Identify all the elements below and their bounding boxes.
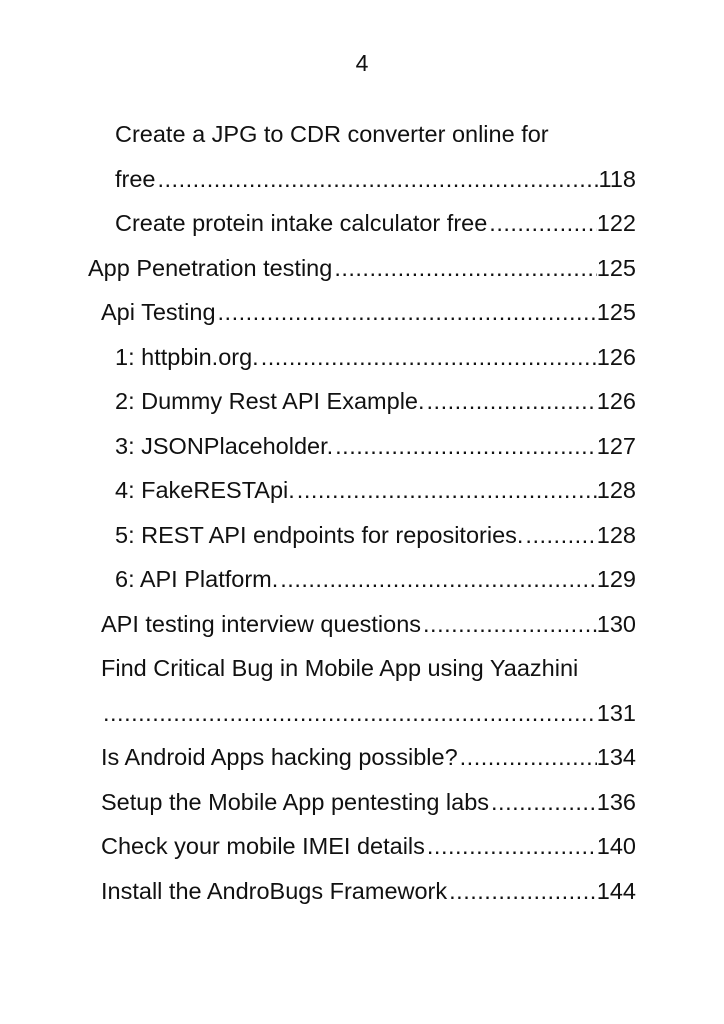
toc-leader-dots xyxy=(259,335,597,380)
toc-entry-title-continued: free xyxy=(115,165,156,192)
toc-leader-dots xyxy=(278,557,597,602)
toc-entry-line xyxy=(115,513,636,558)
toc-entry[interactable] xyxy=(101,602,636,647)
toc-leader-dots xyxy=(332,246,596,291)
toc-entry-title: API testing interview questions xyxy=(101,610,422,637)
toc-leader-dots xyxy=(487,201,596,246)
toc-entry-title: Is Android Apps hacking possible? xyxy=(101,744,458,770)
toc-entry-line xyxy=(115,157,636,202)
toc-entry[interactable] xyxy=(115,513,636,558)
toc-leader-dots xyxy=(425,379,597,424)
toc-entry[interactable] xyxy=(115,201,636,246)
toc-entry[interactable] xyxy=(101,735,636,780)
toc-entry-line xyxy=(101,646,636,691)
toc-page-number: 134 xyxy=(596,744,636,770)
toc-entry-title: Setup the Mobile App pentesting labs xyxy=(101,788,490,815)
toc-entry[interactable] xyxy=(115,468,636,513)
toc-page-number: 126 xyxy=(596,388,636,414)
toc-page-number: 127 xyxy=(596,432,636,459)
toc-entry[interactable] xyxy=(115,379,636,424)
toc-page-number: 125 xyxy=(596,299,636,325)
toc-page-number: 128 xyxy=(596,477,636,503)
toc-entry-title: Create a JPG to CDR converter online for xyxy=(115,121,549,147)
toc-entry-line xyxy=(101,824,636,869)
toc-leader-dots xyxy=(425,824,597,869)
toc-entry-title: Find Critical Bug in Mobile App using Yaazhini xyxy=(101,655,579,681)
toc-page-number: 128 xyxy=(596,521,636,548)
toc-page-number: 140 xyxy=(596,833,636,859)
toc-leader-dots xyxy=(101,691,597,736)
toc-entry-line xyxy=(101,290,636,335)
toc-entry-line xyxy=(115,379,636,424)
toc-page-number: 122 xyxy=(596,210,636,236)
toc-entry[interactable] xyxy=(101,824,636,869)
toc-entry-title: Install the AndroBugs Framework xyxy=(101,877,448,904)
toc-entry-title: 3: JSONPlaceholder. xyxy=(115,432,334,459)
toc-entry[interactable] xyxy=(88,246,636,291)
toc-entry-line xyxy=(115,201,636,246)
toc-entry-line xyxy=(101,691,636,736)
toc-entry-title: Check your mobile IMEI details xyxy=(101,833,425,859)
toc-entry-line xyxy=(101,735,636,780)
toc-entry[interactable] xyxy=(115,557,636,602)
toc-entry[interactable] xyxy=(115,112,636,201)
toc-page-number: 125 xyxy=(596,254,636,281)
page-number: 4 xyxy=(355,50,369,76)
toc-entry-title: 5: REST API endpoints for repositories. xyxy=(115,521,524,548)
toc-page-number: 129 xyxy=(596,566,636,592)
toc-page-number: 131 xyxy=(596,699,636,726)
toc-entry-line xyxy=(101,780,636,825)
toc-leader-dots xyxy=(447,869,597,914)
toc-entry[interactable] xyxy=(101,290,636,335)
toc-entry-title: 2: Dummy Rest API Example. xyxy=(115,388,425,414)
toc-leader-dots xyxy=(523,513,596,558)
toc-entry[interactable] xyxy=(115,335,636,380)
toc-entry[interactable] xyxy=(101,869,636,914)
toc-entry-title: App Penetration testing xyxy=(88,254,333,281)
toc-page-number: 126 xyxy=(596,343,636,370)
toc-entry-line xyxy=(88,246,636,291)
toc-entry-line xyxy=(101,869,636,914)
toc-entry-line xyxy=(101,602,636,647)
toc-entry-title: Api Testing xyxy=(101,299,216,325)
toc-entry[interactable] xyxy=(115,424,636,469)
toc-leader-dots xyxy=(216,290,597,335)
toc-entry-line xyxy=(115,112,636,157)
toc-leader-dots xyxy=(421,602,597,647)
toc-leader-dots xyxy=(458,735,597,780)
toc-leader-dots xyxy=(489,780,597,825)
toc-entry[interactable] xyxy=(101,780,636,825)
toc-entry-line xyxy=(115,557,636,602)
toc-leader-dots xyxy=(156,157,599,202)
toc-entry[interactable] xyxy=(101,646,636,735)
toc-entry-title: 1: httpbin.org. xyxy=(115,343,259,370)
toc-entry-title: 6: API Platform. xyxy=(115,566,279,592)
toc-entry-line xyxy=(115,468,636,513)
toc-page-number: 130 xyxy=(596,610,636,637)
toc-page-number: 118 xyxy=(598,165,636,192)
toc-entry-title: 4: FakeRESTApi. xyxy=(115,477,295,503)
toc-entry-line xyxy=(115,424,636,469)
toc-entry-line xyxy=(115,335,636,380)
toc-leader-dots xyxy=(333,424,597,469)
toc-page-number: 144 xyxy=(596,877,636,904)
toc-leader-dots xyxy=(295,468,597,513)
toc-entry-title: Create protein intake calculator free xyxy=(115,210,488,236)
toc-page-number: 136 xyxy=(596,788,636,815)
